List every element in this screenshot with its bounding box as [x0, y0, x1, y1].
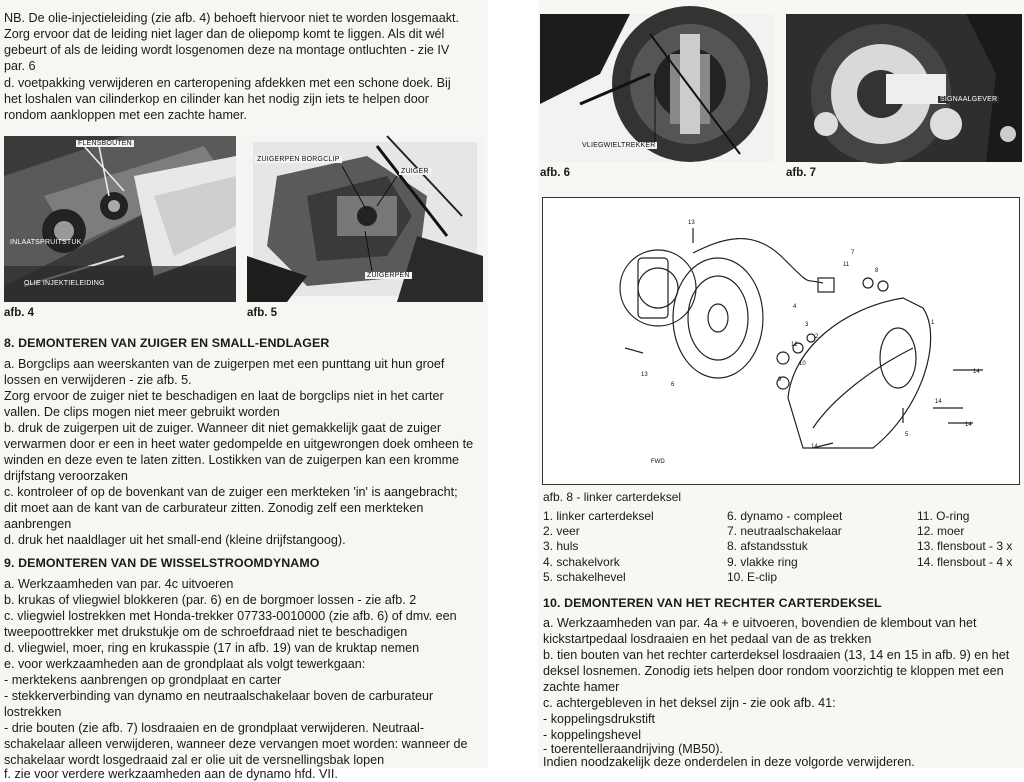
text-line: c. achtergebleven in het deksel zijn - zie ook afb. 41: [543, 696, 836, 710]
left-page [0, 0, 488, 781]
text-line: - toerentelleraandrijving (MB50). [543, 742, 723, 756]
text-line: - merktekens aanbrengen op grondplaat en carter [4, 673, 282, 687]
figure-label: ZUIGERPEN [367, 272, 410, 279]
parts-item: 14. flensbout - 4 x [917, 554, 1013, 569]
diagram-callout: 14 [811, 444, 818, 450]
page-gutter [488, 0, 538, 768]
text-line: kickstartpedaal losdraaien en het pedaal van de as trekken [543, 632, 872, 646]
text-line: gebeurt of als de leiding wordt losgenomen deze na montage ontluchten - zie IV [4, 43, 450, 57]
text-line: het loshalen van cilinderkop en cilinder kan het nodig zijn iets te helpen door [4, 92, 429, 106]
figure-4-caption: afb. 4 [4, 307, 35, 319]
text-line: c. kontroleer of op de bovenkant van de zuiger een merkteken 'in' is aangebracht; [4, 485, 458, 499]
diagram-callout: FWD [651, 459, 665, 465]
text-line: b. krukas of vliegwiel blokkeren (par. 6) en de borgmoer lossen - zie afb. 2 [4, 593, 417, 607]
figure-label: ZUIGERPEN BORGCLIP [257, 156, 340, 163]
left-crankcase-cover-drawing [543, 198, 1019, 484]
figure-7-photo [786, 14, 1022, 162]
text-line: d. vliegwiel, moer, ring en krukasspie (17 in afb. 19) van de kruktap nemen [4, 641, 420, 655]
figure-label: SIGNAALGEVER [940, 96, 998, 103]
figure-7-caption: afb. 7 [786, 167, 817, 179]
parts-item: 4. schakelvork [543, 554, 620, 569]
diagram-callout: 1 [931, 320, 935, 326]
section-9-title: 9. DEMONTEREN VAN DE WISSELSTROOMDYNAMO [4, 556, 320, 570]
text-line: b. tien bouten van het rechter carterdeksel losdraaien (13, 14 en 15 in afb. 9) en het [543, 648, 1010, 662]
parts-list-col3 [917, 509, 1012, 570]
diagram-callout: 9 [778, 377, 782, 383]
section-8-title: 8. DEMONTEREN VAN ZUIGER EN SMALL-ENDLAGER [4, 336, 330, 350]
parts-item: 5. schakelhevel [543, 569, 626, 584]
figure-label: INLAATSPRUITSTUK [10, 239, 82, 246]
text-line: lossen en verwijderen - zie afb. 5. [4, 373, 192, 387]
diagram-callout: 12 [791, 342, 798, 348]
text-line: drijfstang veroorzaken [4, 469, 128, 483]
text-line: NB. De olie-injectieleiding (zie afb. 4) behoeft hiervoor niet te worden losgemaakt. [4, 11, 460, 25]
text-line: schakelaar wordt losgedraaid zal er olie uit de versnellingsbak lopen [4, 753, 385, 767]
text-line: verwarmen door er een in heet water gedompelde en uitgewrongen doek omheen te [4, 437, 474, 451]
text-line: e. voor werkzaamheden aan de grondplaat als volgt tewerkgaan: [4, 657, 366, 671]
diagram-callout: 8 [875, 268, 879, 274]
parts-item: 8. afstandsstuk [727, 539, 808, 554]
figure-label: FLENSBOUTEN [78, 140, 132, 147]
text-line: aanbrengen [4, 517, 72, 531]
diagram-callout: 14 [935, 399, 942, 405]
text-line: d. druk het naaldlager uit het small-end (kleine drijfstangoog). [4, 533, 346, 547]
diagram-callout: 13 [688, 220, 695, 226]
text-line: vallen. De clips mogen niet meer gebruikt worden [4, 405, 280, 419]
parts-list-col1 [543, 509, 654, 585]
text-line: par. 6 [4, 59, 36, 73]
diagram-callout: 14 [973, 369, 980, 375]
parts-item: 11. O-ring [917, 509, 970, 523]
text-line: rondom aankloppen met een zachte hamer. [4, 108, 247, 122]
figure-label: OLIE INJEKTIELEIDING [24, 280, 105, 287]
diagram-callout: 5 [905, 432, 909, 438]
text-line: d. voetpakking verwijderen en carteropening afdekken met een schone doek. Bij [4, 76, 451, 90]
parts-list-col2 [727, 509, 842, 585]
text-line: dit moet aan de kant van de carburateur zitten. Zonodig zelf een merkteken [4, 501, 424, 515]
text-line: - koppelingshevel [543, 728, 642, 742]
figure-8-caption: afb. 8 - linker carterdeksel [543, 490, 682, 504]
flywheel-puller-graphic [540, 14, 774, 162]
diagram-callout: 14 [965, 422, 972, 428]
parts-item: 10. E-clip [727, 569, 778, 584]
diagram-callout: 2 [815, 334, 819, 340]
diagram-callout: 11 [843, 262, 850, 268]
text-line: - drie bouten (zie afb. 7) losdraaien en de grondplaat verwijderen. Neutraal- [4, 721, 425, 735]
figure-5-photo [247, 136, 483, 302]
parts-item: 1. linker carterdeksel [543, 509, 654, 523]
figure-label: ZUIGER [401, 168, 429, 175]
text-line: - stekkerverbinding van dynamo en neutraalschakelaar boven de carburateur [4, 689, 434, 703]
text-line: b. druk de zuigerpen uit de zuiger. Wanneer dit niet gemakkelijk gaat de zuiger [4, 421, 442, 435]
text-line: schakelaar alleen verwijderen, wanneer deze vervangen moet worden: wanneer de [4, 737, 468, 751]
diagram-callout: 7 [851, 250, 855, 256]
figure-6-photo [540, 14, 774, 162]
parts-item: 9. vlakke ring [727, 554, 798, 569]
parts-item: 6. dynamo - compleet [727, 509, 843, 523]
parts-item: 12. moer [917, 524, 965, 539]
text-line: Zorg ervoor dat de leiding niet lager dan de oliepomp komt te liggen. Als dit wél [4, 27, 445, 41]
parts-item: 7. neutraalschakelaar [727, 524, 842, 539]
text-line: zachte hamer [543, 680, 620, 694]
text-line: tweepoottrekker met drukstukje om de schroefdraad niet te beschadigen [4, 625, 408, 639]
figure-4-photo [4, 136, 236, 302]
diagram-callout: 3 [805, 322, 809, 328]
text-line: winden en deze even te laten zitten. Lostikken van de zuigerpen kan een kromme [4, 453, 460, 467]
diagram-callout: 4 [793, 304, 797, 310]
text-line: a. Werkzaamheden van par. 4c uitvoeren [4, 577, 234, 591]
text-line: deksel losnemen. Zonodig iets helpen door rondom voorzichtig te kloppen met een [543, 664, 1004, 678]
diagram-callout: 10 [799, 361, 806, 367]
section-10-title: 10. DEMONTEREN VAN HET RECHTER CARTERDEKSEL [543, 596, 882, 610]
figure-6-caption: afb. 6 [540, 167, 571, 179]
text-line: f. zie voor verdere werkzaamheden aan de dynamo hfd. VII. [4, 767, 338, 781]
figure-5-caption: afb. 5 [247, 307, 278, 319]
text-line: lostrekken [4, 705, 62, 719]
text-line: a. Borgclips aan weerskanten van de zuigerpen met een punttang uit hun groef [4, 357, 445, 371]
parts-item: 2. veer [543, 524, 580, 539]
text-line: Zorg ervoor de zuiger niet te beschadigen en laat de borgclips niet in het carter [4, 389, 444, 403]
diagram-callout: 6 [671, 382, 675, 388]
engine-photo-graphic [4, 136, 236, 302]
figure-8-exploded-diagram [542, 197, 1020, 485]
stator-plate-graphic [786, 14, 1022, 162]
parts-item: 13. flensbout - 3 x [917, 539, 1013, 554]
diagram-callout: 13 [641, 372, 648, 378]
text-line: a. Werkzaamheden van par. 4a + e uitvoeren, bovendien de klembout van het [543, 616, 977, 630]
parts-item: 3. huls [543, 539, 579, 554]
text-line: c. vliegwiel lostrekken met Honda-trekker 07733-0010000 (zie afb. 6) of dmv. een [4, 609, 457, 623]
text-line: - koppelingsdrukstift [543, 712, 655, 726]
text-line: Indien noodzakelijk deze onderdelen in deze volgorde verwijderen. [543, 755, 915, 769]
figure-label: VLIEGWIELTREKKER [582, 142, 656, 149]
